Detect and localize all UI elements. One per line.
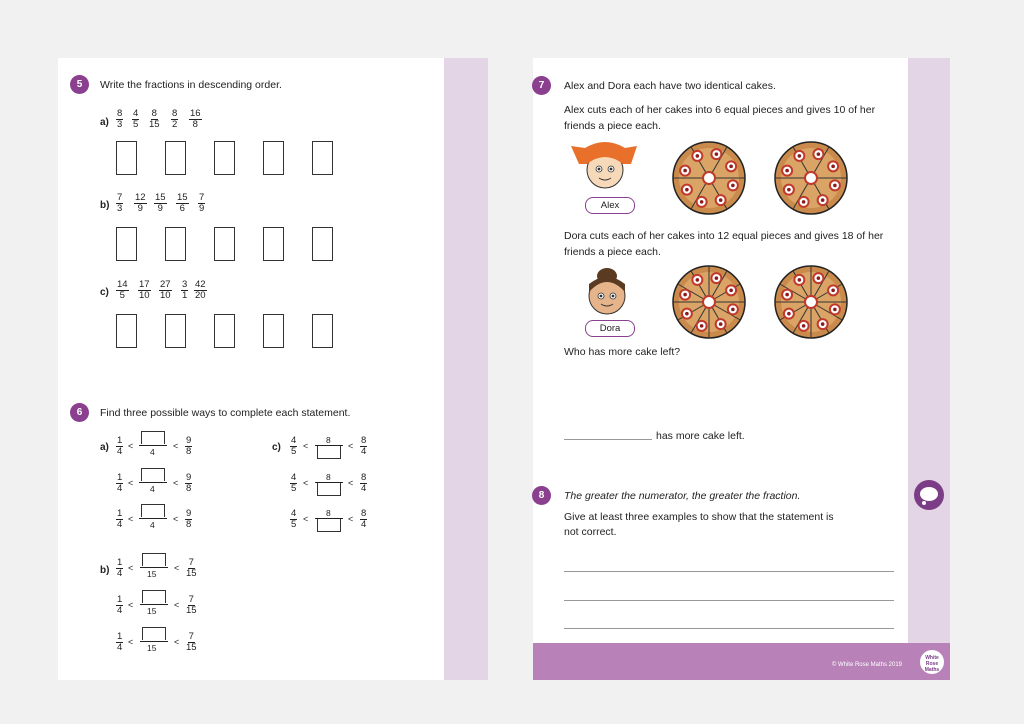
q5a-answer-box-5[interactable]	[312, 141, 333, 175]
q6b-right-fraction-2: $\frac{7}{15}$	[186, 594, 197, 616]
q6a-right-fraction-2: $\frac{9}{8}$	[186, 472, 192, 494]
q6c-left-fraction-2: $\frac{4}{5}$	[291, 472, 297, 494]
q5a-answer-box-1[interactable]	[116, 141, 137, 175]
less-than-sign: <	[174, 637, 180, 647]
less-than-sign: <	[128, 514, 134, 524]
q6b-left-fraction-1: $\frac{1}{4}$	[117, 557, 123, 579]
q5c-answer-box-2[interactable]	[165, 314, 186, 348]
q6b-denominator-3: 15	[147, 643, 157, 653]
dora-cakes	[670, 264, 850, 340]
less-than-sign: <	[173, 441, 179, 451]
q6b-label: b)	[100, 565, 110, 576]
left-page-band	[444, 58, 488, 680]
cake-icon	[775, 142, 847, 214]
less-than-sign: <	[174, 563, 180, 573]
question-5-text: Write the fractions in descending order.	[100, 79, 282, 91]
q6a-right-fraction-1: $\frac{9}{8}$	[186, 435, 192, 457]
q6a-denominator-2: 4	[150, 484, 155, 494]
q6b-left-fraction-3: $\frac{1}{4}$	[117, 631, 123, 653]
fraction-bar	[140, 641, 168, 642]
q6a-blank-numerator-1[interactable]	[141, 431, 165, 444]
q6c-right-fraction-2: $\frac{8}{4}$	[361, 472, 367, 494]
q6b-blank-numerator-1[interactable]	[142, 553, 166, 566]
q6a-denominator-1: 4	[150, 447, 155, 457]
less-than-sign: <	[173, 514, 179, 524]
dora-face-illustration	[572, 266, 642, 320]
copyright-text: © White Rose Maths 2019	[831, 662, 902, 668]
fraction-bar	[140, 567, 168, 568]
less-than-sign: <	[128, 600, 134, 610]
cake-icon	[673, 142, 745, 214]
q5a-answer-box-2[interactable]	[165, 141, 186, 175]
less-than-sign: <	[348, 514, 354, 524]
q5c-answer-box-5[interactable]	[312, 314, 333, 348]
q5b-fraction-5: $\frac{7}{9}$	[199, 192, 205, 214]
less-than-sign: <	[348, 478, 354, 488]
q5a-fraction-3: $\frac{8}{15}$	[149, 108, 160, 130]
q6a-label: a)	[100, 442, 109, 453]
q6c-left-fraction-1: $\frac{4}{5}$	[291, 435, 297, 457]
q5c-fraction-4: $\frac{3}{1}$	[182, 279, 188, 301]
q8-text-line-1: Give at least three examples to show that the statement is	[564, 511, 834, 523]
less-than-sign: <	[128, 637, 134, 647]
less-than-sign: <	[173, 478, 179, 488]
q5c-answer-box-3[interactable]	[214, 314, 235, 348]
q6b-right-fraction-1: $\frac{7}{15}$	[186, 557, 197, 579]
q8-answer-line-2[interactable]	[564, 600, 894, 601]
q5a-fraction-5: $\frac{16}{8}$	[190, 108, 201, 130]
q5a-answer-box-3[interactable]	[214, 141, 235, 175]
q5a-fraction-4: $\frac{8}{2}$	[172, 108, 178, 130]
cake-icon	[775, 266, 847, 338]
q6c-blank-denominator-3[interactable]	[317, 519, 341, 532]
q6c-left-fraction-3: $\frac{4}{5}$	[291, 508, 297, 530]
q5b-answer-box-2[interactable]	[165, 227, 186, 261]
q6c-label: c)	[272, 442, 281, 453]
q7-question: Who has more cake left?	[564, 346, 681, 358]
q6c-numerator-2: 8	[326, 472, 331, 482]
question-5-number: 5	[70, 75, 89, 94]
q6b-denominator-2: 15	[147, 606, 157, 616]
fraction-bar	[139, 518, 167, 519]
alex-text-line-1: Alex cuts each of her cakes into 6 equal pieces and gives 10 of her	[564, 104, 876, 116]
q7-answer-suffix: has more cake left.	[656, 430, 745, 442]
q5b-fraction-1: $\frac{7}{3}$	[117, 192, 123, 214]
q5a-fraction-1: $\frac{8}{3}$	[117, 108, 123, 130]
q8-answer-line-1[interactable]	[564, 571, 894, 572]
q5b-label: b)	[100, 200, 110, 211]
q6b-left-fraction-2: $\frac{1}{4}$	[117, 594, 123, 616]
q6b-blank-numerator-2[interactable]	[142, 590, 166, 603]
less-than-sign: <	[128, 478, 134, 488]
q6a-right-fraction-3: $\frac{9}{8}$	[186, 508, 192, 530]
q5b-fraction-3: $\frac{15}{9}$	[155, 192, 166, 214]
cake-icon	[673, 266, 745, 338]
q5c-answer-box-4[interactable]	[263, 314, 284, 348]
q5b-fraction-2: $\frac{12}{9}$	[135, 192, 146, 214]
q6a-denominator-3: 4	[150, 520, 155, 530]
q5b-answer-box-4[interactable]	[263, 227, 284, 261]
q5b-answer-box-1[interactable]	[116, 227, 137, 261]
fraction-bar	[139, 482, 167, 483]
less-than-sign: <	[348, 441, 354, 451]
q8-statement: The greater the numerator, the greater the fraction.	[564, 490, 801, 502]
dora-nameplate: Dora	[585, 320, 635, 337]
question-7-number: 7	[532, 76, 551, 95]
fraction-bar	[139, 445, 167, 446]
q5b-answer-box-3[interactable]	[214, 227, 235, 261]
q5b-fraction-4: $\frac{15}{6}$	[177, 192, 188, 214]
right-page-band	[908, 58, 950, 680]
q5c-fraction-5: $\frac{42}{20}$	[195, 279, 206, 301]
q5a-label: a)	[100, 117, 109, 128]
q6c-right-fraction-3: $\frac{8}{4}$	[361, 508, 367, 530]
fraction-bar	[140, 604, 168, 605]
q6a-left-fraction-1: $\frac{1}{4}$	[117, 435, 123, 457]
dora-text-line-1: Dora cuts each of her cakes into 12 equal pieces and gives 18 of her	[564, 230, 884, 242]
less-than-sign: <	[174, 600, 180, 610]
q6c-numerator-1: 8	[326, 435, 331, 445]
q5a-answer-box-4[interactable]	[263, 141, 284, 175]
q6c-blank-denominator-1[interactable]	[317, 446, 341, 459]
question-6-text: Find three possible ways to complete each statement.	[100, 407, 351, 419]
less-than-sign: <	[303, 441, 309, 451]
q6c-right-fraction-1: $\frac{8}{4}$	[361, 435, 367, 457]
alex-cakes	[670, 140, 850, 216]
q7-answer-line[interactable]	[564, 439, 652, 440]
q6b-blank-numerator-3[interactable]	[142, 627, 166, 640]
alex-text-line-2: friends a piece each.	[564, 120, 661, 132]
q6a-blank-numerator-2[interactable]	[141, 468, 165, 481]
dora-text-line-2: friends a piece each.	[564, 246, 661, 258]
q6a-blank-numerator-3[interactable]	[141, 504, 165, 517]
q8-text-line-2: not correct.	[564, 526, 617, 538]
q6b-denominator-1: 15	[147, 569, 157, 579]
white-rose-logo: White Rose Maths	[920, 650, 944, 674]
q6a-left-fraction-3: $\frac{1}{4}$	[117, 508, 123, 530]
q5c-answer-box-1[interactable]	[116, 314, 137, 348]
q6c-blank-denominator-2[interactable]	[317, 483, 341, 496]
less-than-sign: <	[128, 441, 134, 451]
q5b-answer-box-5[interactable]	[312, 227, 333, 261]
q6a-left-fraction-2: $\frac{1}{4}$	[117, 472, 123, 494]
question-7-text: Alex and Dora each have two identical cakes.	[564, 80, 776, 92]
alex-nameplate: Alex	[585, 197, 635, 214]
discussion-bubble-icon	[914, 480, 944, 510]
q6c-numerator-3: 8	[326, 508, 331, 518]
q5c-fraction-2: $\frac{17}{10}$	[139, 279, 150, 301]
q5c-label: c)	[100, 287, 109, 298]
less-than-sign: <	[303, 514, 309, 524]
less-than-sign: <	[128, 563, 134, 573]
q6b-right-fraction-3: $\frac{7}{15}$	[186, 631, 197, 653]
q8-answer-line-3[interactable]	[564, 628, 894, 629]
q5a-fraction-2: $\frac{4}{5}$	[133, 108, 139, 130]
q5c-fraction-3: $\frac{27}{10}$	[160, 279, 171, 301]
less-than-sign: <	[303, 478, 309, 488]
question-8-number: 8	[532, 486, 551, 505]
q5c-fraction-1: $\frac{14}{5}$	[117, 279, 128, 301]
question-6-number: 6	[70, 403, 89, 422]
footer-bar	[533, 643, 950, 680]
alex-face-illustration	[565, 142, 645, 198]
